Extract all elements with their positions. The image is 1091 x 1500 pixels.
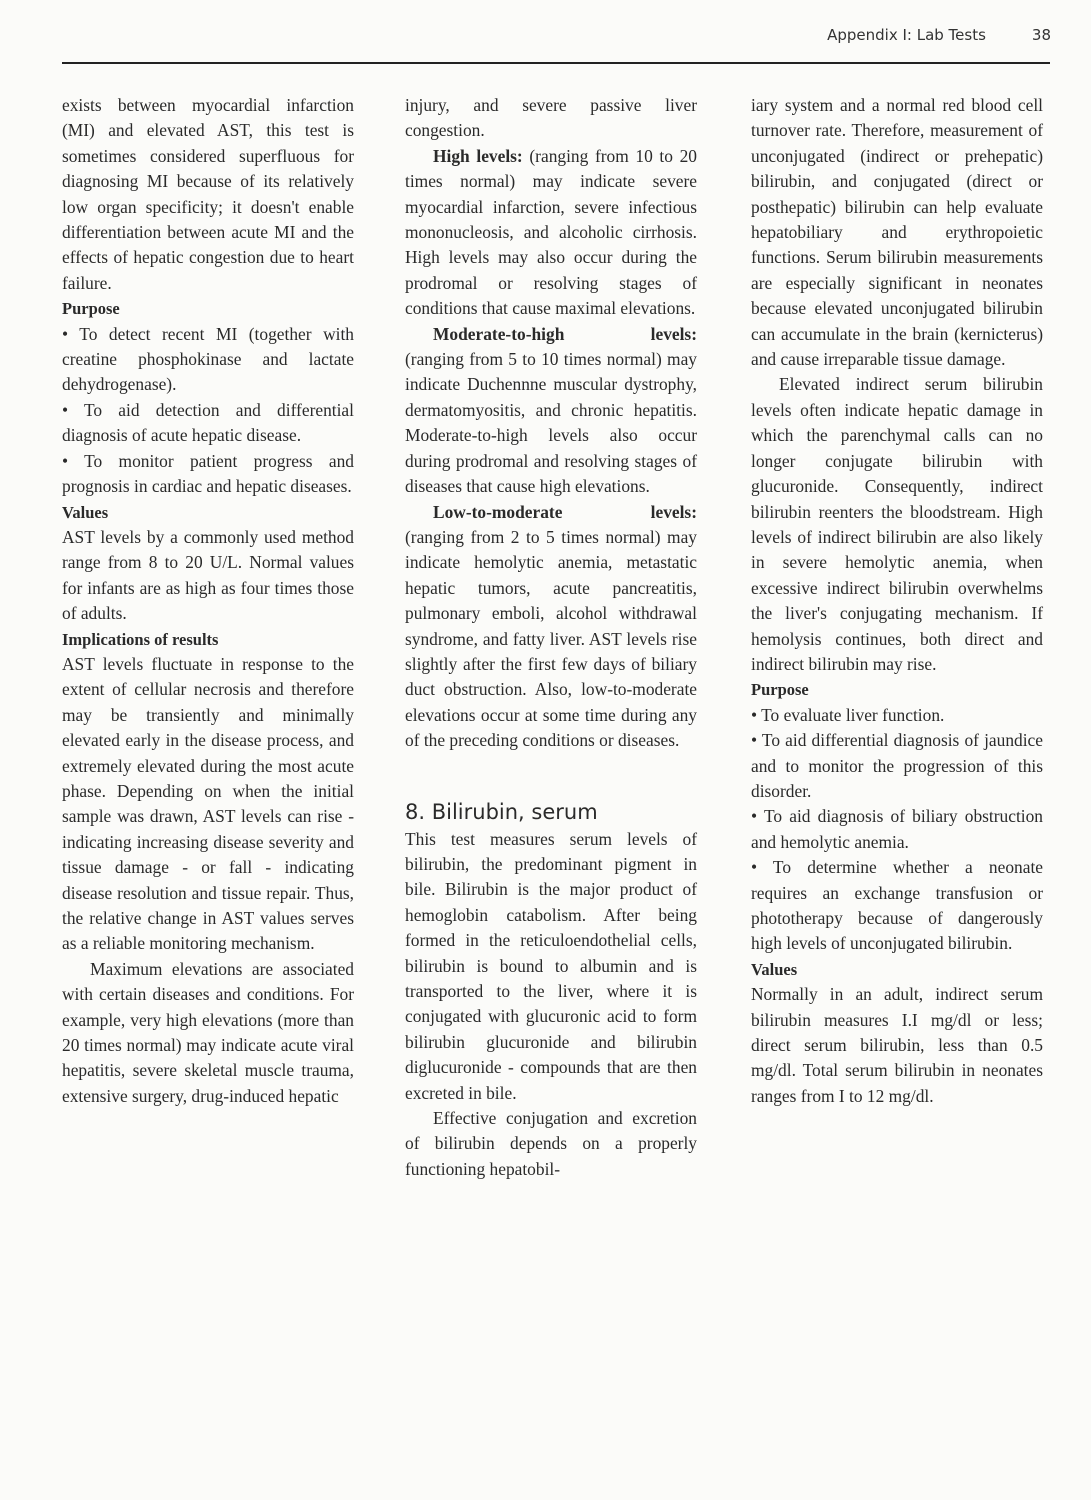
purpose-item: • To determine whether a neonate requires an exchange transfusion or phototherapy because of dangerously high levels of unconjugated bilirubin.: [751, 857, 1043, 954]
effective-conjugation-paragraph: Effective conjugation and excretion of bilirubin depends on a properly functioning hepatobil-: [405, 1108, 697, 1179]
moderate-to-high-label: Moderate-to-high: [433, 323, 565, 344]
running-head: [827, 26, 1051, 44]
high-levels-paragraph: [405, 144, 697, 322]
low-to-moderate-label: Low-to-moderate: [433, 501, 563, 522]
purpose-item: • To detect recent MI (together with creatine phosphokinase and lactate dehydrogenase).: [62, 323, 354, 395]
values-heading: Values: [751, 959, 798, 979]
running-head-title: Appendix I: Lab Tests: [827, 26, 986, 44]
purpose-item: • To aid detection and differential diagnosis of acute hepatic disease.: [62, 399, 354, 446]
high-levels-text: (ranging from 10 to 20 times normal) may indicate severe myocardial infarction, severe infectious mononucleosis, and alcoholic cirrhosis. High levels may also occur during the prodromal or resolving stages of conditions that cause maximal elevations.: [405, 145, 697, 319]
purpose-item: • To aid diagnosis of biliary obstruction and hemolytic anemia.: [751, 806, 1043, 852]
column-1: [62, 93, 354, 1109]
low-to-moderate-label-row: [405, 500, 697, 525]
elevated-indirect-paragraph: Elevated indirect serum bilirubin levels often indicate hepatic damage in which the parenchymal calls can no longer conjugate bilirubin with glucuronide. Consequently, indirect bilirubin reenters the bloodstream. High levels of indirect bilirubin are also likely in severe hemolytic anemia, when excessive indirect bilirubin overwhelms the liver's conjugating mechanism. If hemolysis continues, both direct and indirect bilirubin may rise.: [751, 374, 1043, 674]
values-heading: Values: [62, 502, 109, 522]
header-rule: [62, 62, 1050, 64]
purpose-item: • To evaluate liver function.: [751, 704, 945, 725]
section-title: 8. Bilirubin, serum: [405, 799, 598, 824]
values-paragraph: Normally in an adult, indirect serum bilirubin measures I.I mg/dl or less; direct serum bilirubin, less than 0.5 mg/dl. Total serum bilirubin in neonates ranges from I to 12 mg/dl.: [751, 984, 1043, 1106]
moderate-to-high-label-row: [405, 322, 697, 347]
continued-paragraph: injury, and severe passive liver congestion.: [405, 95, 697, 141]
max-elevations-paragraph: Maximum elevations are associated with certain diseases and conditions. For example, very high elevations (more than 20 times normal) may indicate acute viral hepatitis, severe skeletal muscle trauma, extensive surgery, drug-induced hepatic: [62, 958, 354, 1106]
moderate-to-high-text: (ranging from 5 to 10 times normal) may indicate Duchennne muscular dystrophy, dermatomyositis, and chronic hepatitis. Moderate-to-high levels also occur during prodromal and resolving stages of diseases that cause high elevations.: [405, 349, 697, 497]
ast-intro-paragraph: exists between myocardial infarction (MI) and elevated AST, this test is sometimes considered superfluous for diagnosing MI because of its relatively low organ specificity; it doesn't enable differentiation between acute MI and the effects of hepatic congestion due to heart failure.: [62, 95, 354, 293]
purpose-item: • To aid differential diagnosis of jaundice and to monitor the progression of this disorder.: [751, 730, 1043, 801]
high-levels-label: High levels:: [433, 145, 523, 166]
purpose-item: • To monitor patient progress and prognosis in cardiac and hepatic diseases.: [62, 450, 354, 497]
column-2: [405, 93, 697, 1182]
page-number: 38: [1031, 26, 1051, 44]
purpose-heading: Purpose: [62, 299, 120, 319]
moderate-to-high-label-levels: levels:: [650, 323, 697, 344]
purpose-heading: Purpose: [751, 680, 809, 700]
values-paragraph: AST levels by a commonly used method range from 8 to 20 U/L. Normal values for infants are as high as four times those of adults.: [62, 526, 354, 624]
low-to-moderate-text: (ranging from 2 to 5 times normal) may indicate hemolytic anemia, metastatic hepatic tumors, acute pancreatitis, pulmonary emboli, alcohol withdrawal syndrome, and fatty liver. AST levels rise slightly after the first few days of biliary duct obstruction. Also, low-to-moderate elevations occur at some time during any of the preceding conditions or diseases.: [405, 526, 697, 751]
implications-heading: Implications of results: [62, 629, 219, 649]
bilirubin-intro-paragraph: This test measures serum levels of bilirubin, the predominant pigment in bile. Bilirubin is the major product of hemoglobin catabolism. After being formed in the reticuloendothelial cells, bilirubin is bound to albumin and is transported to the liver, where it is conjugated with glucuronic acid to form bilirubin glucuronide and bilirubin diglucuronide - compounds that are then excreted in bile.: [405, 828, 697, 1103]
continued-paragraph: iary system and a normal red blood cell turnover rate. Therefore, measurement of unconjugated (indirect or prehepatic) bilirubin, and conjugated (direct or posthepatic) bilirubin can help evaluate hepatobiliary and erythropoietic functions. Serum bilirubin measurements are especially significant in neonates because elevated unconjugated bilirubin can accumulate in the brain (kernicterus) and cause irreparable tissue damage.: [751, 95, 1043, 370]
column-3: [751, 93, 1043, 1109]
low-to-moderate-label-levels: levels:: [650, 501, 697, 522]
implications-paragraph: AST levels fluctuate in response to the extent of cellular necrosis and therefore may be transiently and minimally elevated early in the disease process, and extremely elevated during the most acute phase. Depending on when the initial sample was drawn, AST levels can rise - indicating increasing disease severity and tissue damage - or fall - indicating disease resolution and tissue repair. Thus, the relative change in AST values serves as a reliable monitoring mechanism.: [62, 653, 354, 954]
